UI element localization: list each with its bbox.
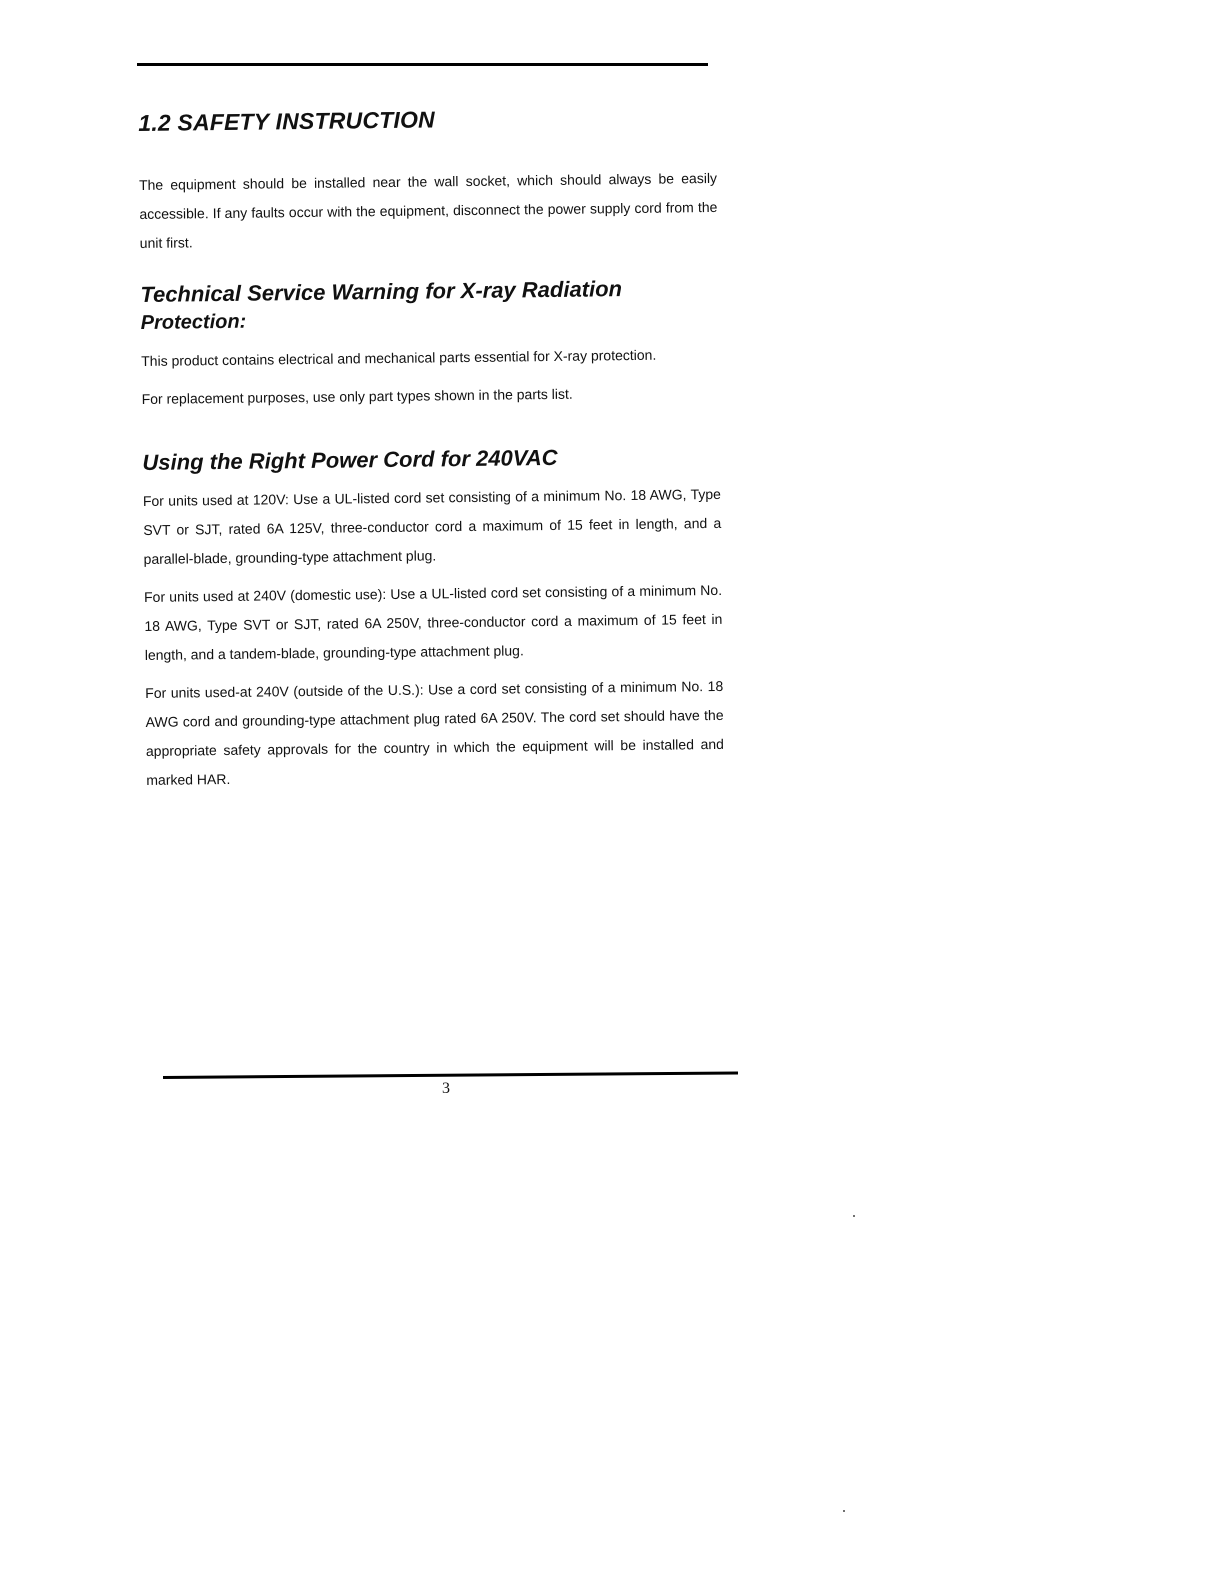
power-cord-paragraph-2: For units used at 240V (domestic use): Use a UL-listed cord set consisting of a minimum No. 18 AWG, Type SVT or SJT, rated 6A 250V, three-conductor cord a maximum of 15 feet in length, and a tandem-blade, grounding-type attachment plug. xyxy=(143,581,723,663)
section-title: 1.2 SAFETY INSTRUCTION xyxy=(138,106,436,136)
xray-heading-line2: Protection: xyxy=(140,310,247,334)
bottom-rule xyxy=(163,1071,738,1079)
top-rule xyxy=(137,63,708,66)
xray-heading-line1: Technical Service Warning for X-ray Radiation xyxy=(140,276,623,307)
page-number: 3 xyxy=(442,1080,450,1097)
intro-paragraph: The equipment should be installed near the wall socket, which should always be easily accessible. If any faults occur with the equipment, disconnect the power supply cord from the unit first. xyxy=(138,169,718,251)
xray-paragraph-2: For replacement purposes, use only part types shown in the parts list. xyxy=(141,385,573,407)
power-cord-paragraph-1: For units used at 120V: Use a UL-listed cord set consisting of a minimum No. 18 AWG, Type SVT or SJT, rated 6A 125V, three-conductor cord a maximum of 15 feet in length, and a parallel-blade, grounding-type attachment plug. xyxy=(142,485,722,567)
scan-speck xyxy=(853,1215,855,1217)
xray-paragraph-1: This product contains electrical and mechanical parts essential for X-ray protection. xyxy=(141,346,657,369)
xray-warning-heading xyxy=(140,274,719,337)
page-content xyxy=(138,93,725,804)
power-cord-paragraph-3: For units used-at 240V (outside of the U.S.): Use a cord set consisting of a minimum No. 18 AWG cord and grounding-type attachment plug rated 6A 250V. The cord set should have the appropriate safety approvals for the country in which the equipment will be installed and marked HAR. xyxy=(145,677,725,788)
scan-speck xyxy=(843,1510,845,1512)
power-cord-heading: Using the Right Power Cord for 240VAC xyxy=(142,444,558,475)
